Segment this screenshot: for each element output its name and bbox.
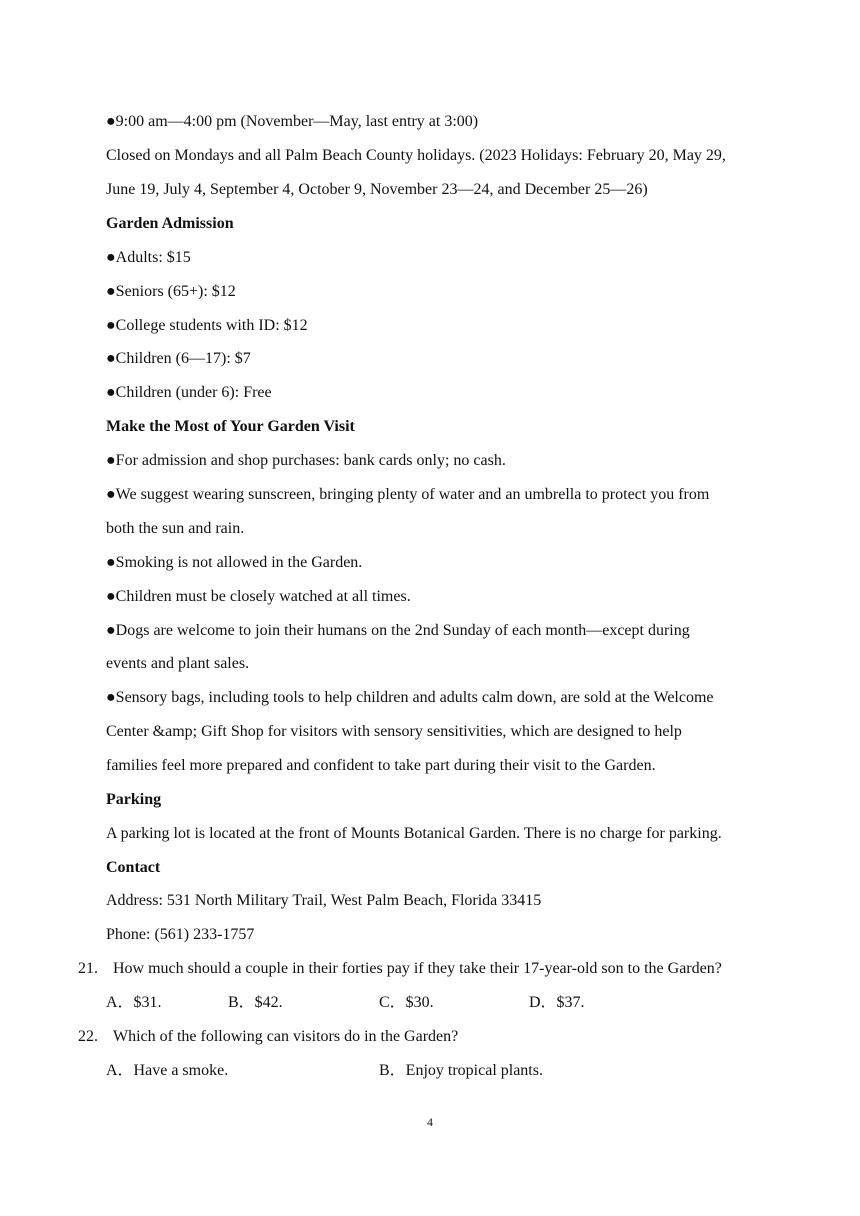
visit-line-dogs: ●Dogs are welcome to join their humans on the 2nd Sunday of each month—except during [106,622,690,639]
question-21-text: How much should a couple in their forties pay if they take their 17-year-old son to the Garden? [113,960,722,977]
visit-line-children: ●Children must be closely watched at all times. [106,588,411,605]
parking-heading: Parking [106,791,162,808]
question-22-option-a: A．Have a smoke. [106,1062,229,1079]
admission-item-children: ●Children (6—17): $7 [106,350,251,367]
question-21-option-d: D．$37. [529,994,585,1011]
question-21-option-b: B．$42. [228,994,283,1011]
admission-heading: Garden Admission [106,215,234,232]
visit-line-sunscreen: ●We suggest wearing sunscreen, bringing plenty of water and an umbrella to protect you from [106,486,710,503]
admission-item-seniors: ●Seniors (65+): $12 [106,283,236,300]
visit-line-sensory: ●Sensory bags, including tools to help children and adults calm down, are sold at the Welcome [106,689,714,706]
visit-line-smoking: ●Smoking is not allowed in the Garden. [106,554,363,571]
question-22-option-b: B．Enjoy tropical plants. [379,1062,543,1079]
question-21-number: 21. [78,960,98,977]
closed-notice-line-2: June 19, July 4, September 4, October 9, November 23—24, and December 25—26) [106,181,648,198]
visit-line-payment: ●For admission and shop purchases: bank cards only; no cash. [106,452,506,469]
contact-phone: Phone: (561) 233-1757 [106,926,255,943]
visit-line-sensory-cont-1: Center &amp; Gift Shop for visitors with sensory sensitivities, which are designed to help [106,723,682,740]
admission-item-adults: ●Adults: $15 [106,249,191,266]
hours-line: ●9:00 am—4:00 pm (November—May, last entry at 3:00) [106,113,479,130]
admission-item-college: ●College students with ID: $12 [106,317,308,334]
visit-line-sunscreen-cont: both the sun and rain. [106,520,245,537]
admission-item-under-six: ●Children (under 6): Free [106,384,272,401]
visit-heading: Make the Most of Your Garden Visit [106,418,355,435]
parking-text: A parking lot is located at the front of Mounts Botanical Garden. There is no charge for parking. [106,825,722,842]
page-number: 4 [427,1115,433,1129]
question-22-number: 22. [78,1028,98,1045]
closed-notice-line-1: Closed on Mondays and all Palm Beach County holidays. (2023 Holidays: February 20, May 29, [106,147,726,164]
question-21-option-c: C．$30. [379,994,434,1011]
contact-heading: Contact [106,859,161,876]
visit-line-dogs-cont: events and plant sales. [106,655,250,672]
visit-line-sensory-cont-2: families feel more prepared and confident to take part during their visit to the Garden. [106,757,656,774]
contact-address: Address: 531 North Military Trail, West Palm Beach, Florida 33415 [106,892,542,909]
question-21-option-a: A．$31. [106,994,162,1011]
question-22-text: Which of the following can visitors do in the Garden? [113,1028,459,1045]
